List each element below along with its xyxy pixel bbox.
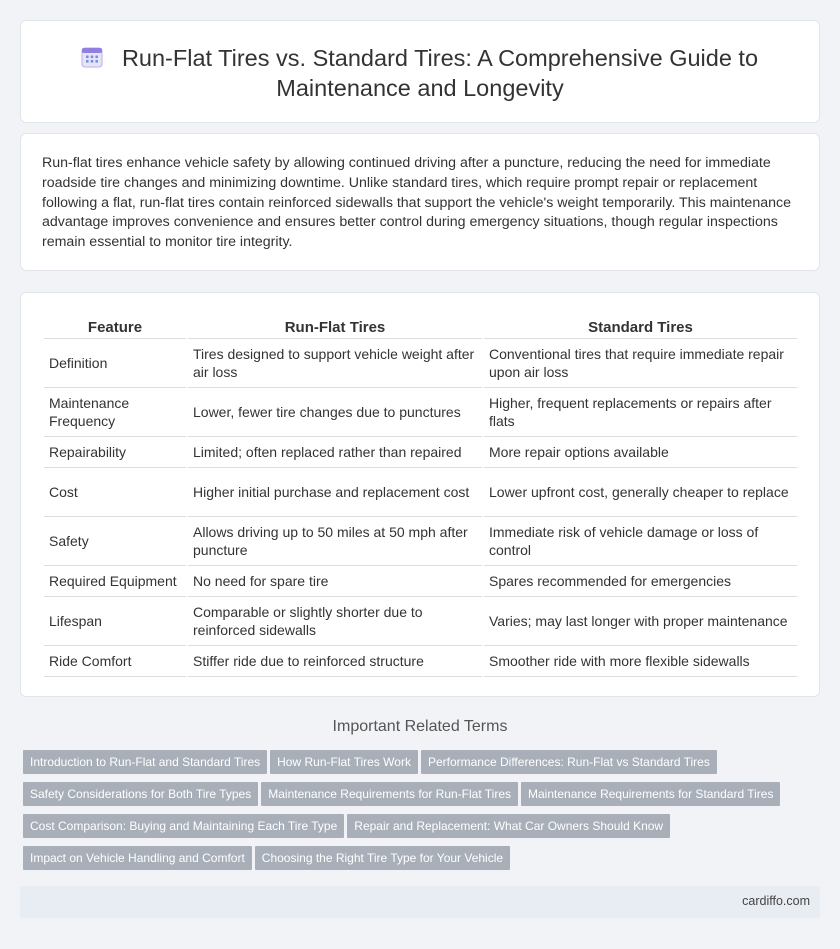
table-row (44, 437, 797, 468)
related-term-tag[interactable]: Repair and Replacement: What Car Owners Should Know (347, 814, 670, 838)
run-flat-cell: Higher initial purchase and replacement cost (188, 468, 482, 517)
standard-cell: Varies; may last longer with proper maintenance (484, 597, 797, 646)
related-term-tag[interactable]: Impact on Vehicle Handling and Comfort (23, 846, 252, 870)
comparison-table (42, 314, 799, 677)
related-terms-list (23, 750, 803, 878)
table-row (44, 646, 797, 677)
table-row (44, 597, 797, 646)
feature-cell: Maintenance Frequency (44, 388, 186, 437)
feature-cell: Ride Comfort (44, 646, 186, 677)
related-terms-heading: Important Related Terms (332, 718, 508, 735)
run-flat-cell: Comparable or slightly shorter due to reinforced sidewalls (188, 597, 482, 646)
related-term-tag[interactable]: Choosing the Right Tire Type for Your Vehicle (255, 846, 510, 870)
related-term-tag[interactable]: Safety Considerations for Both Tire Types (23, 782, 258, 806)
table-row (44, 566, 797, 597)
intro-paragraph: Run-flat tires enhance vehicle safety by allowing continued driving after a puncture, reducing the need for immediate roadside tire changes and minimizing downtime. Unlike standard tires, which require prompt repair or replacement following a flat, run-flat tires contain reinforced sidewalls that support the vehicle's weight temporarily. This maintenance advantage improves convenience and ensures better control during emergency situations, though regular inspections remain essential to monitor tire integrity. (42, 155, 791, 251)
page-title-line-1: Run-Flat Tires vs. Standard Tires: A Comprehensive Guide to (121, 45, 759, 71)
footer (20, 886, 820, 918)
table-header-row (44, 314, 797, 339)
feature-cell: Definition (44, 339, 186, 388)
feature-cell: Lifespan (44, 597, 186, 646)
related-term-tag[interactable]: Introduction to Run-Flat and Standard Tires (23, 750, 267, 774)
header-standard: Standard Tires (484, 314, 797, 339)
standard-cell: Conventional tires that require immediate repair upon air loss (484, 339, 797, 388)
run-flat-cell: Tires designed to support vehicle weight after air loss (188, 339, 482, 388)
page-title-line-2: Maintenance and Longevity (276, 75, 564, 101)
related-term-tag[interactable]: Maintenance Requirements for Run-Flat Tires (261, 782, 518, 806)
run-flat-cell: Allows driving up to 50 miles at 50 mph after puncture (188, 517, 482, 566)
run-flat-cell: No need for spare tire (188, 566, 482, 597)
related-term-tag[interactable]: How Run-Flat Tires Work (270, 750, 418, 774)
footer-site-link[interactable]: cardiffo.com (742, 894, 810, 908)
standard-cell: Higher, frequent replacements or repairs after flats (484, 388, 797, 437)
run-flat-cell: Limited; often replaced rather than repaired (188, 437, 482, 468)
feature-cell: Safety (44, 517, 186, 566)
run-flat-cell: Lower, fewer tire changes due to punctures (188, 388, 482, 437)
standard-cell: More repair options available (484, 437, 797, 468)
standard-cell: Lower upfront cost, generally cheaper to replace (484, 468, 797, 517)
intro-card (20, 133, 820, 271)
standard-cell: Smoother ride with more flexible sidewalls (484, 646, 797, 677)
standard-cell: Spares recommended for emergencies (484, 566, 797, 597)
page-title (21, 43, 819, 103)
run-flat-cell: Stiffer ride due to reinforced structure (188, 646, 482, 677)
standard-cell: Immediate risk of vehicle damage or loss of control (484, 517, 797, 566)
feature-cell: Cost (44, 468, 186, 517)
table-row (44, 468, 797, 517)
feature-cell: Required Equipment (44, 566, 186, 597)
header-run-flat: Run-Flat Tires (188, 314, 482, 339)
table-row (44, 388, 797, 437)
feature-cell: Repairability (44, 437, 186, 468)
table-row (44, 517, 797, 566)
related-term-tag[interactable]: Performance Differences: Run-Flat vs Standard Tires (421, 750, 717, 774)
related-term-tag[interactable]: Cost Comparison: Buying and Maintaining Each Tire Type (23, 814, 344, 838)
header-feature: Feature (44, 314, 186, 339)
header-card (20, 20, 820, 123)
comparison-table-card (20, 292, 820, 697)
table-row (44, 339, 797, 388)
calendar-icon (80, 45, 104, 69)
related-term-tag[interactable]: Maintenance Requirements for Standard Tires (521, 782, 780, 806)
